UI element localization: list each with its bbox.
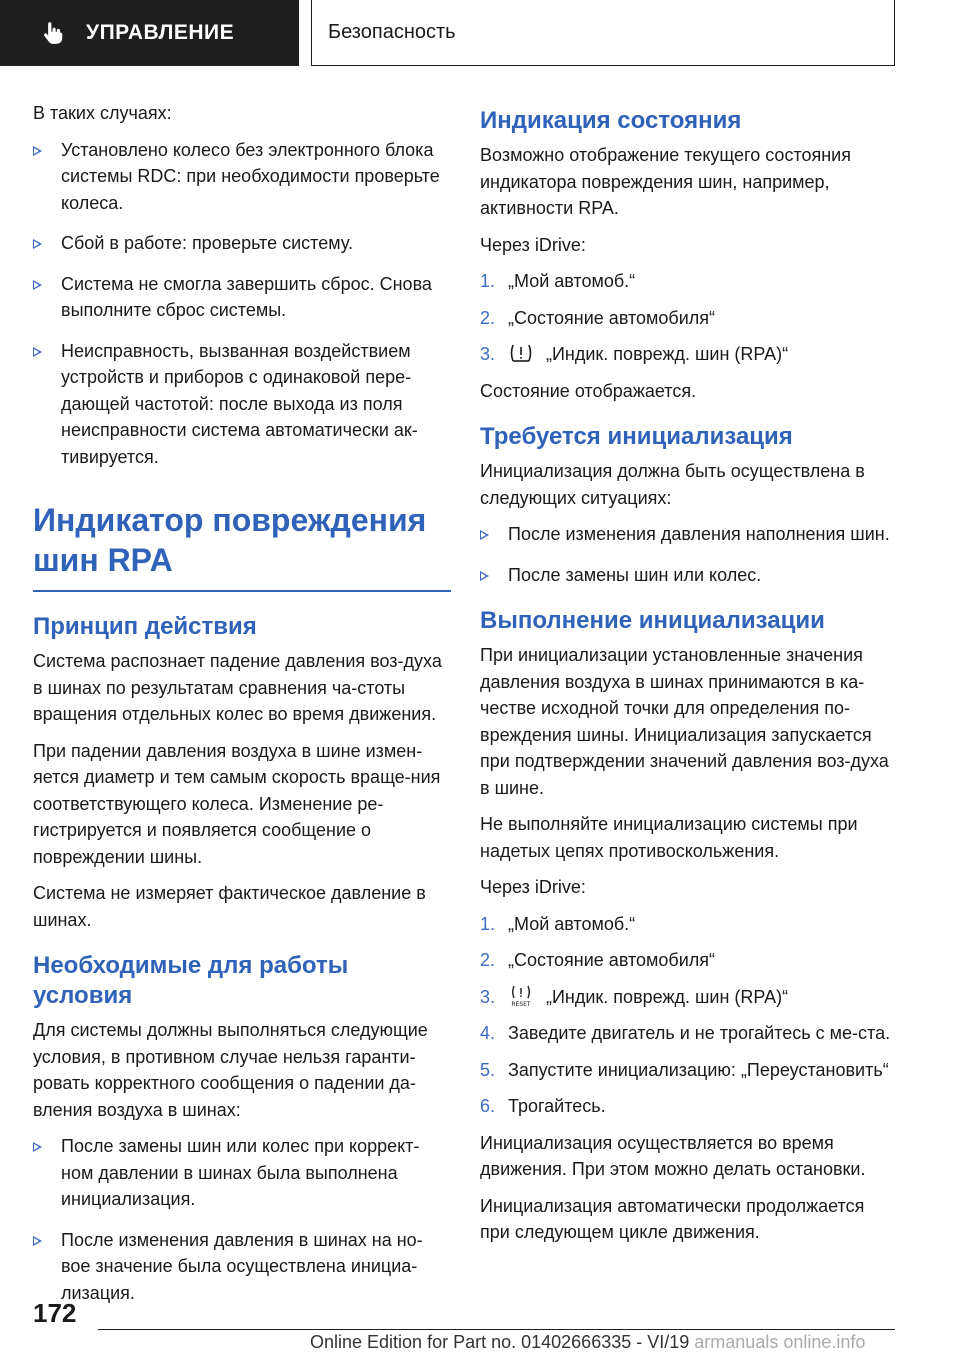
init-do-heading: Выполнение инициализации [480,607,825,634]
page-number: 172 [33,1298,77,1328]
principle-heading: Принцип действия [33,613,257,640]
intro-text: В таких случаях: [33,103,172,123]
init-required-paragraph: Инициализация должна быть осуществлена в следующих ситуациях: [480,461,865,508]
status-paragraph: Возможно отображение текущего состояния индикатора повреждения шин, например, активности RPA. [480,145,851,218]
step-item: 4. Заведите двигатель и не трогайтесь с ме-ста. [480,1023,891,1043]
bullet-triangle-icon [33,146,42,156]
status-result: Состояние отображается. [480,380,697,401]
main-section-title: Индикатор повреждения шин RPA [33,500,451,592]
bullet-triangle-icon [33,239,42,249]
init-steps [480,911,898,1120]
footer-divider [98,1329,895,1330]
init-required-list [480,521,898,588]
list-item: После изменения давления наполнения шин. [480,521,898,548]
step-item: 5. Запустите инициализацию: „Переустановить“ [480,1059,889,1080]
list-item: Установлено колесо без электронного блока системы RDC: при необходимости проверьте колеса. [33,137,451,217]
step-item: 1. „Мой автомоб.“ [480,271,636,291]
step-item: 2. „Состояние автомобиля“ [480,950,716,970]
init-paragraph-3: Инициализация осуществляется во время движения. При этом можно делать остановки. [480,1132,866,1179]
footer-watermark: armanuals online.info [694,1332,866,1352]
init-required-heading: Требуется инициализация [480,423,793,450]
principle-paragraph-1: Система распознает падение давления воз-духа в шинах по результатам сравнения ча-стоты вращения отдельных колес во время движения. [33,651,442,724]
footer-edition: Online Edition for Part no. 01402666335 - VI/19 armanuals online.info [310,1332,866,1352]
bullet-triangle-icon [33,280,42,290]
list-item: После изменения давления в шинах на но-вое значение была осуществлена инициа-лизация. [33,1227,451,1307]
svg-text:RESET: RESET [511,1000,531,1007]
header-section-tab [0,0,299,66]
list-item: После замены шин или колес при коррект-ном давлении в шинах была выполнена инициализация. [33,1133,451,1213]
header-section-label: УПРАВЛЕНИЕ [86,21,235,44]
chapter-title: Безопасность [311,0,895,66]
bullet-triangle-icon [480,530,489,540]
step-item: 3. RESET „Индик. поврежд. шин (RPA)“ [480,986,789,1007]
step-item: 1. „Мой автомоб.“ [480,913,636,934]
list-item: Неисправность, вызванная воздействием устройств и приборов с одинаковой пере-дающей частотой: после выхода из поля неисправности система автоматически ак-тивируется. [33,338,451,471]
bullet-triangle-icon [33,1236,42,1246]
via-idrive-label: Через iDrive: [480,234,586,255]
principle-paragraph-2: При падении давления воздуха в шине измен-яется диаметр и тем самым скорость враще-ния соответствующего колеса. Изменение ре-гистрируется и появляется сообщение о повреждении шины. [33,740,441,867]
bullet-triangle-icon [480,571,489,581]
bullet-triangle-icon [33,1142,42,1152]
tire-warning-icon [508,342,534,364]
step-item: 6. Трогайтесь. [480,1096,606,1116]
conditions-paragraph: Для системы должны выполняться следующие условия, в противном случае нельзя гаранти-ровать корректного сообщения о падении да-вления воздуха в шинах: [33,1020,428,1120]
via-idrive-label-2: Через iDrive: [480,877,586,897]
init-do-paragraph-2: Не выполняйте инициализацию системы при надетых цепях противоскольжения. [480,814,858,861]
list-item: После замены шин или колес. [480,562,898,589]
hand-pointer-icon [40,20,66,46]
conditions-list [33,1133,451,1306]
step-item: 3. „Индик. поврежд. шин (RPA)“ [480,344,789,364]
list-item: Система не смогла завершить сброс. Снова выполните сброс системы. [33,271,451,324]
status-heading: Индикация состояния [480,107,742,134]
init-do-paragraph-1: При инициализации установленные значения давления воздуха в шинах принимаются в ка-честве исходной точки для определения по-вреждения шины. Инициализация запускается при подтверждении значений давления воз-духа в шине. [480,645,889,798]
status-steps [480,268,898,368]
list-item: Сбой в работе: проверьте систему. [33,230,451,257]
principle-paragraph-3: Система не измеряет фактическое давление в шинах. [33,883,426,930]
bullet-triangle-icon [33,347,42,357]
init-paragraph-4: Инициализация автоматически продолжается при следующем цикле движения. [480,1195,865,1242]
step-item: 2. „Состояние автомобиля“ [480,307,716,328]
left-column [33,100,451,1320]
conditions-heading: Необходимые для работы условия [33,952,349,1009]
tire-reset-icon [508,985,534,1007]
cases-list [33,137,451,471]
right-column [480,100,898,1256]
